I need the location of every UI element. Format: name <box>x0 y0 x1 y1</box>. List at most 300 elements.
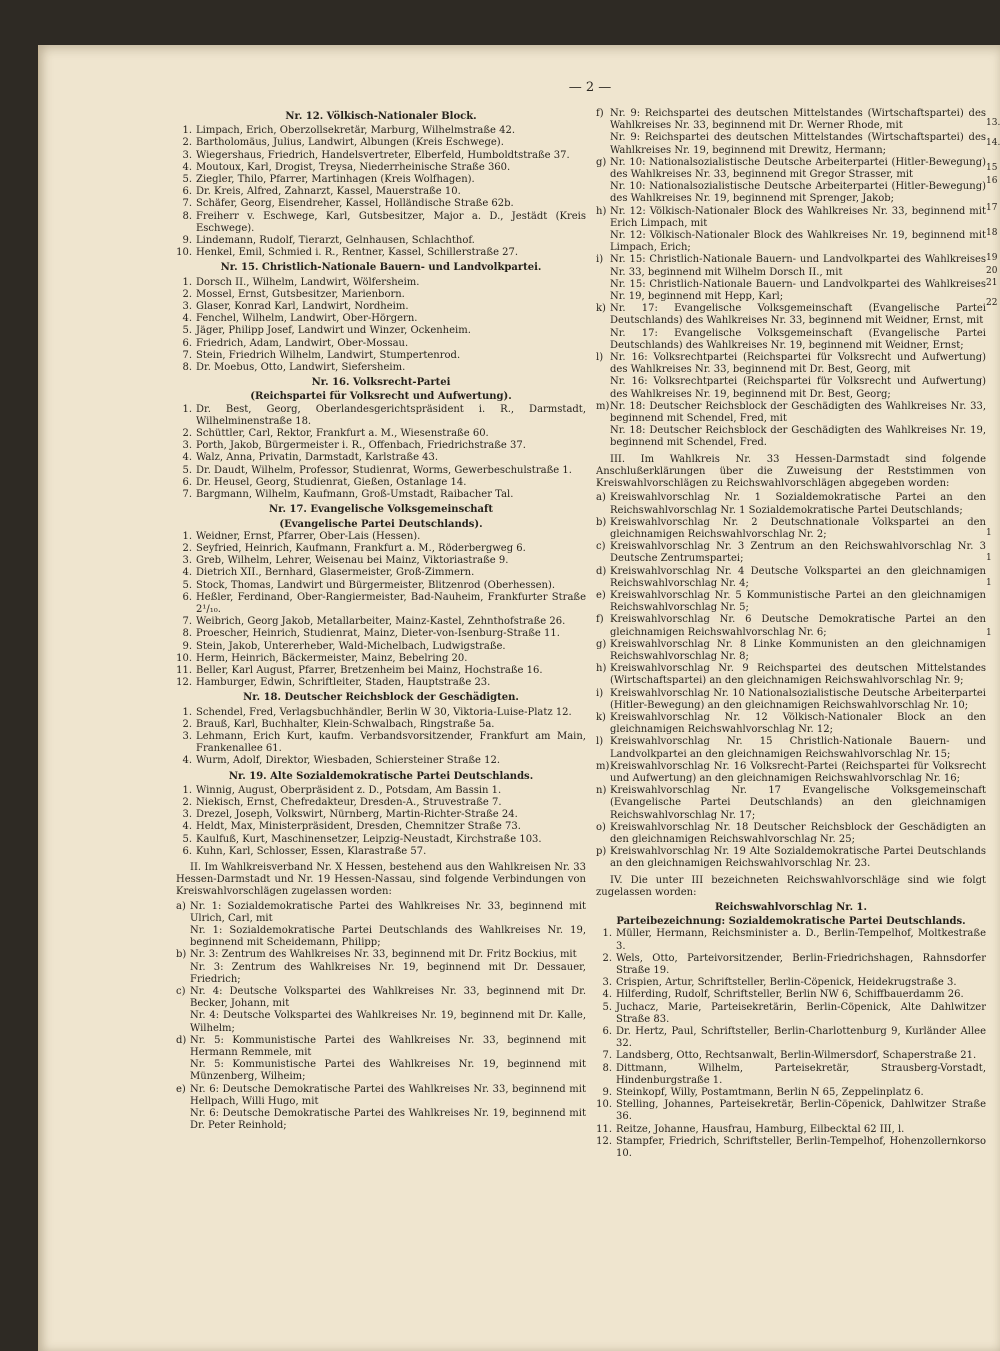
link-entry <box>596 303 986 352</box>
item-text: Dr. Hertz, Paul, Schriftsteller, Berlin-Charlottenburg 9, Kurländer Allee 32. <box>616 1026 986 1050</box>
section-heading: Nr. 16. Volksrecht-Partei <box>311 377 451 389</box>
item-number: 9. <box>182 640 192 652</box>
item-text: Schäfer, Georg, Eisendreher, Kassel, Holländische Straße 62b. <box>196 198 514 210</box>
item-text: Wiegershaus, Friedrich, Handelsvertreter, Elberfeld, Humboldtstraße 37. <box>196 149 570 161</box>
item-number: 7. <box>182 616 192 628</box>
assignment-entry <box>596 590 986 614</box>
item-number: 2. <box>602 952 612 964</box>
assignment-letter: i) <box>596 687 604 699</box>
item-text: Henkel, Emil, Schmied i. R., Rentner, Kassel, Schillerstraße 27. <box>196 247 519 259</box>
item-text: Herm, Heinrich, Bäckermeister, Mainz, Bebelring 20. <box>196 652 468 664</box>
margin-number: 14. <box>986 138 1000 148</box>
candidate-entry <box>176 452 586 464</box>
item-number: 1. <box>182 403 192 415</box>
candidate-entry <box>176 404 586 428</box>
item-number: 2. <box>182 718 192 730</box>
section-heading: Nr. 12. Völkisch-Nationaler Block. <box>285 111 477 122</box>
margin-number: 15 <box>986 163 998 173</box>
link-letter: l) <box>596 352 604 364</box>
item-number: 11. <box>176 664 192 676</box>
assignment-text: Kreiswahlvorschlag Nr. 5 Kommunistische Partei an den gleichnamigen Reichswahlvorschlag Nr. 5; <box>610 589 986 614</box>
assignment-letter: g) <box>596 638 607 650</box>
link-entry <box>596 254 986 303</box>
item-number: 3. <box>182 809 192 821</box>
candidate-entry <box>176 719 586 731</box>
item-text: Bargmann, Wilhelm, Kaufmann, Groß-Umstadt, Raibacher Tal. <box>196 489 514 501</box>
item-text: Stein, Friedrich Wilhelm, Landwirt, Stumpertenrod. <box>196 349 461 361</box>
candidate-entry <box>176 809 586 821</box>
link-line: Nr. 17: Evangelische Volksgemeinschaft (Evangelische Partei Deutschlands) des Wahlkreises Nr. 19, beginnend mit Weidner, Ernst; <box>610 327 986 351</box>
link-entry <box>596 352 986 401</box>
candidate-entry <box>176 731 586 755</box>
link-text <box>190 949 586 986</box>
item-number: 1. <box>182 125 192 137</box>
candidate-entry <box>176 707 586 719</box>
link-line: Nr. 9: Reichspartei des deutschen Mittelstandes (Wirtschaftspartei) des Wahlkreises Nr. 33, beginnend mit Dr. Werner Rhode, mit <box>610 108 986 132</box>
item-number: 6. <box>182 476 192 488</box>
assignment-entry <box>596 517 986 541</box>
item-text: Niekisch, Ernst, Chefredakteur, Dresden-A., Struvestraße 7. <box>196 796 502 808</box>
margin-number: 1 <box>986 628 992 638</box>
item-text: Dietrich XII., Bernhard, Glasermeister, Groß-Zimmern. <box>196 567 475 579</box>
link-line: Nr. 15: Christlich-Nationale Bauern- und Landvolkpartei des Wahlkreises Nr. 33, beginnend mit Wilhelm Dorsch II., mit <box>610 254 986 278</box>
item-number: 8. <box>182 628 192 640</box>
link-line: Nr. 15: Christlich-Nationale Bauern- und Landvolkpartei des Wahlkreises Nr. 19, beginnend mit Hepp, Karl; <box>610 278 986 303</box>
assignment-letter: a) <box>596 492 606 504</box>
assignment-letter: f) <box>596 614 604 626</box>
candidate-entry <box>176 211 586 235</box>
item-number: 5. <box>182 464 192 476</box>
link-entry <box>176 901 586 950</box>
assignment-text: Kreiswahlvorschlag Nr. 8 Linke Kommunisten an den gleichnamigen Reichswahlvorschlag Nr. 8; <box>610 638 986 662</box>
item-text: Juchacz, Marie, Parteisekretärin, Berlin-Cöpenick, Alte Dahlwitzer Straße 83. <box>616 1001 986 1025</box>
link-letter: m) <box>596 400 610 412</box>
link-entry <box>596 401 986 450</box>
item-number: 4. <box>182 452 192 464</box>
item-text: Seyfried, Heinrich, Kaufmann, Frankfurt a. M., Röderbergweg 6. <box>196 542 526 554</box>
margin-number: 16 <box>986 176 998 186</box>
candidate-entry <box>176 137 586 149</box>
item-text: Schendel, Fred, Verlagsbuchhändler, Berlin W 30, Viktoria-Luise-Platz 12. <box>196 706 572 718</box>
item-number: 3. <box>182 730 192 742</box>
section-heading: Nr. 19. Alte Sozialdemokratische Partei Deutschlands. <box>228 770 534 782</box>
candidate-entry <box>596 1124 986 1136</box>
candidate-entry <box>176 616 586 628</box>
link-line: Nr. 5: Kommunistische Partei des Wahlkreises Nr. 33, beginnend mit Hermann Remmele, mit <box>190 1034 586 1059</box>
item-text: Crispien, Artur, Schriftsteller, Berlin-Cöpenick, Heidekrugstraße 3. <box>616 977 957 989</box>
item-text: Heldt, Max, Ministerpräsident, Dresden, Chemnitzer Straße 73. <box>196 821 521 833</box>
link-entry <box>176 986 586 1035</box>
candidate-entry <box>176 580 586 592</box>
section-subheading: (Evangelische Partei Deutschlands). <box>279 518 483 530</box>
candidate-entry <box>596 953 986 977</box>
item-text: Hilferding, Rudolf, Schriftsteller, Berlin NW 6, Schiffbauerdamm 26. <box>616 989 964 1001</box>
item-text: Wurm, Adolf, Direktor, Wiesbaden, Schiersteiner Straße 12. <box>196 755 501 767</box>
link-letter: g) <box>596 156 607 168</box>
item-text: Winnig, August, Oberpräsident z. D., Potsdam, Am Bassin 1. <box>196 784 502 796</box>
link-text <box>610 157 986 206</box>
assignment-letter: o) <box>596 821 606 833</box>
item-number: 3. <box>182 555 192 567</box>
link-line: Nr. 12: Völkisch-Nationaler Block des Wahlkreises Nr. 19, beginnend mit Limpach, Erich; <box>610 230 986 254</box>
candidate-entry <box>176 846 586 858</box>
paragraph-III: III. Im Wahlkreis Nr. 33 Hessen-Darmstadt sind folgende Anschlußerklärungen über die Zuweisung der Reststimmen von Kreiswahlvorschlägen zu Reichswahlvorschlägen abgegeben worden: <box>596 453 986 490</box>
link-entry <box>596 157 986 206</box>
link-text <box>190 986 586 1035</box>
candidate-entry <box>596 1136 986 1160</box>
link-letter: d) <box>176 1034 187 1046</box>
item-number: 2. <box>182 428 192 440</box>
candidate-entry <box>176 628 586 640</box>
item-number: 5. <box>602 1001 612 1013</box>
candidate-entry <box>176 174 586 186</box>
margin-number: 21 <box>986 278 998 288</box>
item-number: 4. <box>182 313 192 325</box>
page-number: — 2 — <box>568 80 612 95</box>
assignment-letter: d) <box>596 565 607 577</box>
assignment-letter: b) <box>596 516 607 528</box>
link-letter: k) <box>596 303 606 315</box>
link-line: Nr. 1: Sozialdemokratische Partei Deutschlands des Wahlkreises Nr. 19, beginnend mit Scheidemann, Philipp; <box>190 925 586 949</box>
link-entry <box>176 1035 586 1084</box>
candidate-entry <box>176 797 586 809</box>
candidate-entry <box>176 489 586 501</box>
item-number: 6. <box>182 845 192 857</box>
link-text <box>610 303 986 352</box>
assignment-text: Kreiswahlvorschlag Nr. 2 Deutschnationale Volkspartei an den gleichnamigen Reichswahlvorschlag Nr. 2; <box>610 516 986 540</box>
item-number: 3. <box>182 301 192 313</box>
party-designation: Parteibezeichnung: Sozialdemokratische Partei Deutschlands. <box>616 916 966 928</box>
margin-numbers <box>984 108 1000 1008</box>
item-number: 2. <box>182 796 192 808</box>
margin-number: 22 <box>986 298 998 308</box>
item-text: Lehmann, Erich Kurt, kaufm. Verbandsvorsitzender, Frankfurt am Main, Frankenallee 61. <box>196 730 586 755</box>
link-line: Nr. 10: Nationalsozialistische Deutsche Arbeiterpartei (Hitler-Bewegung) des Wahlkreises Nr. 33, beginnend mit Gregor Strasser, mit <box>610 156 986 181</box>
item-text: Fenchel, Wilhelm, Landwirt, Ober-Hörgern. <box>196 313 418 325</box>
assignment-text: Kreiswahlvorschlag Nr. 10 Nationalsozialistische Deutsche Arbeiterpartei (Hitler-Bewegung) an den gleichnamigen Reichswahlvorschlag Nr. 10; <box>610 687 986 711</box>
item-number: 10. <box>596 1099 612 1111</box>
item-number: 1. <box>182 530 192 542</box>
candidate-entry <box>176 313 586 325</box>
item-number: 5. <box>182 833 192 845</box>
candidate-entry <box>596 1087 986 1099</box>
assignment-letter: e) <box>596 589 606 601</box>
link-entry <box>596 108 986 157</box>
item-text: Stelling, Johannes, Parteisekretär, Berlin-Cöpenick, Dahlwitzer Straße 36. <box>616 1099 986 1123</box>
candidate-entry <box>176 235 586 247</box>
assignment-entry <box>596 822 986 846</box>
item-number: 6. <box>182 337 192 349</box>
paragraph-II: II. Im Wahlkreisverband Nr. X Hessen, bestehend aus den Wahlkreisen Nr. 33 Hessen-Darmstadt und Nr. 19 Hessen-Nassau, sind folgende Verbindungen von Kreiswahlvorschlägen zugelassen worden: <box>176 861 586 898</box>
item-text: Ziegler, Thilo, Pfarrer, Martinhagen (Kreis Wolfhagen). <box>196 174 475 186</box>
item-text: Reitze, Johanne, Hausfrau, Hamburg, Eilbecktal 62 III, l. <box>616 1123 905 1135</box>
candidate-entry <box>596 1099 986 1123</box>
item-number: 2. <box>182 288 192 300</box>
candidate-entry <box>596 928 986 952</box>
assignment-letter: p) <box>596 846 607 858</box>
section-subheading: (Reichspartei für Volksrecht und Aufwertung). <box>250 391 512 403</box>
item-number: 9. <box>602 1087 612 1099</box>
right-column <box>596 108 986 1248</box>
link-letter: c) <box>176 986 186 998</box>
item-number: 2. <box>182 137 192 149</box>
item-number: 4. <box>182 161 192 173</box>
candidate-entry <box>176 186 586 198</box>
item-text: Steinkopf, Willy, Postamtmann, Berlin N 65, Zeppelinplatz 6. <box>616 1087 924 1099</box>
item-number: 8. <box>182 210 192 222</box>
candidate-entry <box>176 289 586 301</box>
item-text: Stampfer, Friedrich, Schriftsteller, Berlin-Tempelhof, Hohenzollernkorso 10. <box>616 1135 986 1160</box>
candidate-entry <box>176 567 586 579</box>
link-line: Nr. 18: Deutscher Reichsblock der Geschädigten des Wahlkreises Nr. 19, beginnend mit Schendel, Fred. <box>610 425 986 449</box>
item-text: Schüttler, Carl, Rektor, Frankfurt a. M., Wiesenstraße 60. <box>196 428 489 440</box>
item-number: 5. <box>182 579 192 591</box>
candidate-entry <box>176 428 586 440</box>
candidate-entry <box>176 785 586 797</box>
link-letter: i) <box>596 254 604 266</box>
item-text: Friedrich, Adam, Landwirt, Ober-Mossau. <box>196 337 409 349</box>
link-line: Nr. 6: Deutsche Demokratische Partei des Wahlkreises Nr. 33, beginnend mit Hellpach, Willi Hugo, mit <box>190 1083 586 1107</box>
link-text <box>190 1035 586 1084</box>
item-text: Weidner, Ernst, Pfarrer, Ober-Lais (Hessen). <box>196 530 421 542</box>
candidate-entry <box>176 592 586 616</box>
item-number: 1. <box>182 706 192 718</box>
link-text <box>610 206 986 255</box>
item-text: Dr. Best, Georg, Oberlandesgerichtspräsident i. R., Darmstadt, Wilhelminenstraße 18. <box>196 403 586 427</box>
link-line: Nr. 5: Kommunistische Partei des Wahlkreises Nr. 19, beginnend mit Münzenberg, Wilheim; <box>190 1059 586 1083</box>
candidate-entry <box>176 277 586 289</box>
link-line: Nr. 9: Reichspartei des deutschen Mittelstandes (Wirtschaftspartei) des Wahlkreises Nr. 19, beginnend mit Drewitz, Hermann; <box>610 132 986 156</box>
item-text: Porth, Jakob, Bürgermeister i. R., Offenbach, Friedrichstraße 37. <box>196 440 526 452</box>
reichswahlvorschlag-heading: Reichswahlvorschlag Nr. 1. <box>714 902 867 913</box>
item-text: Beller, Karl August, Pfarrer, Bretzenheim bei Mainz, Hochstraße 16. <box>196 664 543 676</box>
link-line: Nr. 16: Volksrechtpartei (Reichspartei für Volksrecht und Aufwertung) des Wahlkreises Nr. 19, beginnend mit Dr. Best, Georg; <box>610 376 986 400</box>
candidate-entry <box>176 247 586 259</box>
assignment-entry <box>596 736 986 760</box>
item-number: 4. <box>182 567 192 579</box>
link-letter: e) <box>176 1083 186 1095</box>
item-text: Greb, Wilhelm, Lehrer, Weisenau bei Mainz, Viktoriastraße 9. <box>196 555 509 567</box>
assignment-entry <box>596 712 986 736</box>
margin-number: 1 <box>986 528 992 538</box>
assignment-text: Kreiswahlvorschlag Nr. 19 Alte Sozialdemokratische Partei Deutschlands an den gleichnamigen Reichswahlvorschlag Nr. 23. <box>610 846 986 870</box>
candidate-entry <box>176 362 586 374</box>
margin-number: 18 <box>986 228 998 238</box>
candidate-entry <box>176 834 586 846</box>
item-number: 7. <box>182 489 192 501</box>
section-heading: Nr. 17. Evangelische Volksgemeinschaft <box>269 504 493 516</box>
assignment-text: Kreiswahlvorschlag Nr. 3 Zentrum an den Reichswahlvorschlag Nr. 3 Deutsche Zentrumspartei; <box>610 541 986 565</box>
link-text <box>610 352 986 401</box>
item-text: Wels, Otto, Parteivorsitzender, Berlin-Friedrichshagen, Rahnsdorfer Straße 19. <box>616 952 986 977</box>
assignment-text: Kreiswahlvorschlag Nr. 17 Evangelische Volksgemeinschaft (Evangelische Partei Deutschlands) an den gleichnamigen Reichswahlvorschlag Nr. 17; <box>610 785 986 821</box>
assignment-letter: k) <box>596 711 606 723</box>
assignment-entry <box>596 761 986 785</box>
item-number: 5. <box>182 325 192 337</box>
assignment-entry <box>596 566 986 590</box>
candidate-entry <box>176 125 586 137</box>
link-text <box>190 1084 586 1133</box>
item-text: Kaulfuß, Kurt, Maschinensetzer, Leipzig-Neustadt, Kirchstraße 103. <box>196 833 542 845</box>
item-number: 11. <box>596 1123 612 1135</box>
link-entry <box>596 206 986 255</box>
item-number: 7. <box>602 1050 612 1062</box>
assignment-letter: h) <box>596 663 607 675</box>
item-text: Dr. Moebus, Otto, Landwirt, Siefersheim. <box>196 362 406 374</box>
item-number: 2. <box>182 542 192 554</box>
item-text: Heßler, Ferdinand, Ober-Rangiermeister, Bad-Nauheim, Frankfurter Straße 2¹/₁₀. <box>196 591 586 615</box>
item-text: Dr. Heusel, Georg, Studienrat, Gießen, Ostanlage 14. <box>196 476 467 488</box>
item-text: Kuhn, Karl, Schlosser, Essen, Klarastraße 57. <box>196 845 427 857</box>
assignment-letter: n) <box>596 785 607 797</box>
margin-number: 17 <box>986 203 998 213</box>
link-line: Nr. 12: Völkisch-Nationaler Block des Wahlkreises Nr. 33, beginnend mit Erich Limpach, mit <box>610 205 986 229</box>
link-letter: b) <box>176 949 187 961</box>
assignment-entry <box>596 541 986 565</box>
link-letter: a) <box>176 900 186 912</box>
link-entry <box>176 1084 586 1133</box>
assignment-entry <box>596 663 986 687</box>
assignment-entry <box>596 785 986 822</box>
assignment-letter: m) <box>596 760 610 772</box>
link-entry <box>176 949 586 986</box>
item-number: 3. <box>182 440 192 452</box>
candidate-entry <box>176 665 586 677</box>
item-text: Lindemann, Rudolf, Tierarzt, Gelnhausen, Schlachthof. <box>196 235 475 247</box>
item-number: 6. <box>182 186 192 198</box>
link-line: Nr. 4: Deutsche Volkspartei des Wahlkreises Nr. 33, beginnend mit Dr. Becker, Johann, mit <box>190 986 586 1010</box>
candidate-entry <box>176 653 586 665</box>
item-number: 4. <box>602 989 612 1001</box>
item-text: Proescher, Heinrich, Studienrat, Mainz, Dieter-von-Isenburg-Straße 11. <box>196 628 560 640</box>
candidate-entry <box>176 641 586 653</box>
item-text: Brauß, Karl, Buchhalter, Klein-Schwalbach, Ringstraße 5a. <box>196 718 495 730</box>
assignment-letter: l) <box>596 736 604 748</box>
link-line: Nr. 3: Zentrum des Wahlkreises Nr. 33, beginnend mit Dr. Fritz Bockius, mit <box>190 949 577 961</box>
item-text: Mossel, Ernst, Gutsbesitzer, Marienborn. <box>196 288 405 300</box>
margin-number: 19 <box>986 253 998 263</box>
assignment-text: Kreiswahlvorschlag Nr. 4 Deutsche Volkspartei an den gleichnamigen Reichswahlvorschlag Nr. 4; <box>610 565 986 589</box>
item-number: 1. <box>182 784 192 796</box>
item-number: 6. <box>602 1026 612 1038</box>
item-number: 4. <box>182 821 192 833</box>
paragraph-IV: IV. Die unter III bezeichneten Reichswahlvorschläge sind wie folgt zugelassen worden: <box>596 874 986 898</box>
item-text: Dittmann, Wilhelm, Parteisekretär, Strausberg-Vorstadt, Hindenburgstraße 1. <box>616 1062 986 1086</box>
item-number: 3. <box>602 977 612 989</box>
item-text: Müller, Hermann, Reichsminister a. D., Berlin-Tempelhof, Moltkestraße 3. <box>616 928 986 952</box>
candidate-entry <box>176 198 586 210</box>
candidate-entry <box>176 677 586 689</box>
link-text <box>610 108 986 157</box>
item-text: Landsberg, Otto, Rechtsanwalt, Berlin-Wilmersdorf, Schaperstraße 21. <box>616 1050 977 1062</box>
candidate-entry <box>176 301 586 313</box>
item-text: Dr. Daudt, Wilhelm, Professor, Studienrat, Worms, Gewerbeschulstraße 1. <box>196 464 572 476</box>
link-line: Nr. 18: Deutscher Reichsblock der Geschädigten des Wahlkreises Nr. 33, beginnend mit Schendel, Fred, mit <box>610 400 986 425</box>
item-number: 6. <box>182 591 192 603</box>
item-number: 10. <box>176 652 192 664</box>
item-text: Glaser, Konrad Karl, Landwirt, Nordheim. <box>196 301 409 313</box>
item-number: 12. <box>176 677 192 689</box>
candidate-entry <box>176 338 586 350</box>
candidate-entry <box>176 350 586 362</box>
item-number: 7. <box>182 198 192 210</box>
item-number: 8. <box>602 1062 612 1074</box>
assignment-text: Kreiswahlvorschlag Nr. 6 Deutsche Demokratische Partei an den gleichnamigen Reichswahlvorschlag Nr. 6; <box>610 614 986 638</box>
item-text: Jäger, Philipp Josef, Landwirt und Winzer, Ockenheim. <box>196 325 471 337</box>
candidate-entry <box>176 440 586 452</box>
candidate-entry <box>596 1063 986 1087</box>
item-number: 7. <box>182 349 192 361</box>
candidate-entry <box>176 465 586 477</box>
item-text: Stein, Jakob, Untererheber, Wald-Michelbach, Ludwigstraße. <box>196 640 506 652</box>
item-text: Moutoux, Karl, Drogist, Treysa, Niederrheinische Straße 360. <box>196 161 511 173</box>
candidate-entry <box>596 977 986 989</box>
margin-number: 1 <box>986 578 992 588</box>
left-column <box>176 108 586 1132</box>
item-text: Weibrich, Georg Jakob, Metallarbeiter, Mainz-Kastel, Zehnthofstraße 26. <box>196 616 566 628</box>
item-number: 5. <box>182 174 192 186</box>
candidate-entry <box>176 755 586 767</box>
item-number: 10. <box>176 247 192 259</box>
item-text: Dr. Kreis, Alfred, Zahnarzt, Kassel, Mauerstraße 10. <box>196 186 461 198</box>
item-text: Drezel, Joseph, Volkswirt, Nürnberg, Martin-Richter-Straße 24. <box>196 809 518 821</box>
link-letter: f) <box>596 108 604 119</box>
assignment-text: Kreiswahlvorschlag Nr. 1 Sozialdemokratische Partei an den Reichswahlvorschlag Nr. 1 Sozialdemokratische Partei Deutschlands; <box>610 492 986 516</box>
item-text: Freiherr v. Eschwege, Karl, Gutsbesitzer, Major a. D., Jestädt (Kreis Eschwege). <box>196 210 586 234</box>
candidate-entry <box>176 150 586 162</box>
candidate-entry <box>176 325 586 337</box>
candidate-entry <box>596 1050 986 1062</box>
item-text: Bartholomäus, Julius, Landwirt, Albungen (Kreis Eschwege). <box>196 137 504 149</box>
assignment-entry <box>596 846 986 870</box>
item-text: Dorsch II., Wilhelm, Landwirt, Wölfersheim. <box>196 276 420 288</box>
assignment-text: Kreiswahlvorschlag Nr. 9 Reichspartei des deutschen Mittelstandes (Wirtschaftspartei) an den gleichnamigen Reichswahlvorschlag Nr. 9; <box>610 663 986 687</box>
section-heading: Nr. 18. Deutscher Reichsblock der Geschädigten. <box>243 692 519 704</box>
section-heading: Nr. 15. Christlich-Nationale Bauern- und Landvolkpartei. <box>220 262 542 274</box>
candidate-entry <box>176 477 586 489</box>
item-number: 9. <box>182 235 192 247</box>
item-number: 8. <box>182 362 192 374</box>
assignment-entry <box>596 688 986 712</box>
item-number: 1. <box>182 276 192 288</box>
assignment-letter: c) <box>596 541 606 553</box>
margin-number: 20 <box>986 266 998 276</box>
link-line: Nr. 10: Nationalsozialistische Deutsche Arbeiterpartei (Hitler-Bewegung) des Wahlkreises Nr. 19, beginnend mit Sprenger, Jakob; <box>610 181 986 205</box>
candidate-entry <box>596 1002 986 1026</box>
link-line: Nr. 3: Zentrum des Wahlkreises Nr. 19, beginnend mit Dr. Dessauer, Friedrich; <box>190 961 586 985</box>
assignment-entry <box>596 492 986 516</box>
candidate-entry <box>596 989 986 1001</box>
link-line: Nr. 16: Volksrechtpartei (Reichspartei für Volksrecht und Aufwertung) des Wahlkreises Nr. 33, beginnend mit Dr. Best, Georg, mit <box>610 352 986 376</box>
item-text: Stock, Thomas, Landwirt und Bürgermeister, Blitzenrod (Oberhessen). <box>196 579 556 591</box>
link-line: Nr. 17: Evangelische Volksgemeinschaft (Evangelische Partei Deutschlands) des Wahlkreises Nr. 33, beginnend mit Weidner, Ernst, mit <box>610 303 986 327</box>
item-text: Walz, Anna, Privatin, Darmstadt, Karlstraße 43. <box>196 452 439 464</box>
item-text: Limpach, Erich, Oberzollsekretär, Marburg, Wilhelmstraße 42. <box>196 125 516 137</box>
link-line: Nr. 6: Deutsche Demokratische Partei des Wahlkreises Nr. 19, beginnend mit Dr. Peter Reinhold; <box>190 1108 586 1132</box>
link-letter: h) <box>596 205 607 217</box>
assignment-text: Kreiswahlvorschlag Nr. 12 Völkisch-Nationaler Block an den gleichnamigen Reichswahlvorschlag Nr. 12; <box>610 711 986 736</box>
assignment-entry <box>596 614 986 638</box>
item-number: 3. <box>182 149 192 161</box>
item-number: 4. <box>182 755 192 767</box>
assignment-text: Kreiswahlvorschlag Nr. 18 Deutscher Reichsblock der Geschädigten an den gleichnamigen Reichswahlvorschlag Nr. 25; <box>610 821 986 845</box>
assignment-text: Kreiswahlvorschlag Nr. 16 Volksrecht-Partei (Reichspartei für Volksrecht und Aufwertung) an den gleichnamigen Reichswahlvorschlag Nr. 16; <box>610 760 986 784</box>
link-line: Nr. 4: Deutsche Volkspartei des Wahlkreises Nr. 19, beginnend mit Dr. Kalle, Wilhelm; <box>190 1010 586 1034</box>
item-number: 12. <box>596 1135 612 1147</box>
link-text <box>610 401 986 450</box>
margin-number: 1 <box>986 553 992 563</box>
link-line: Nr. 1: Sozialdemokratische Partei des Wahlkreises Nr. 33, beginnend mit Ulrich, Carl, mit <box>190 900 586 924</box>
